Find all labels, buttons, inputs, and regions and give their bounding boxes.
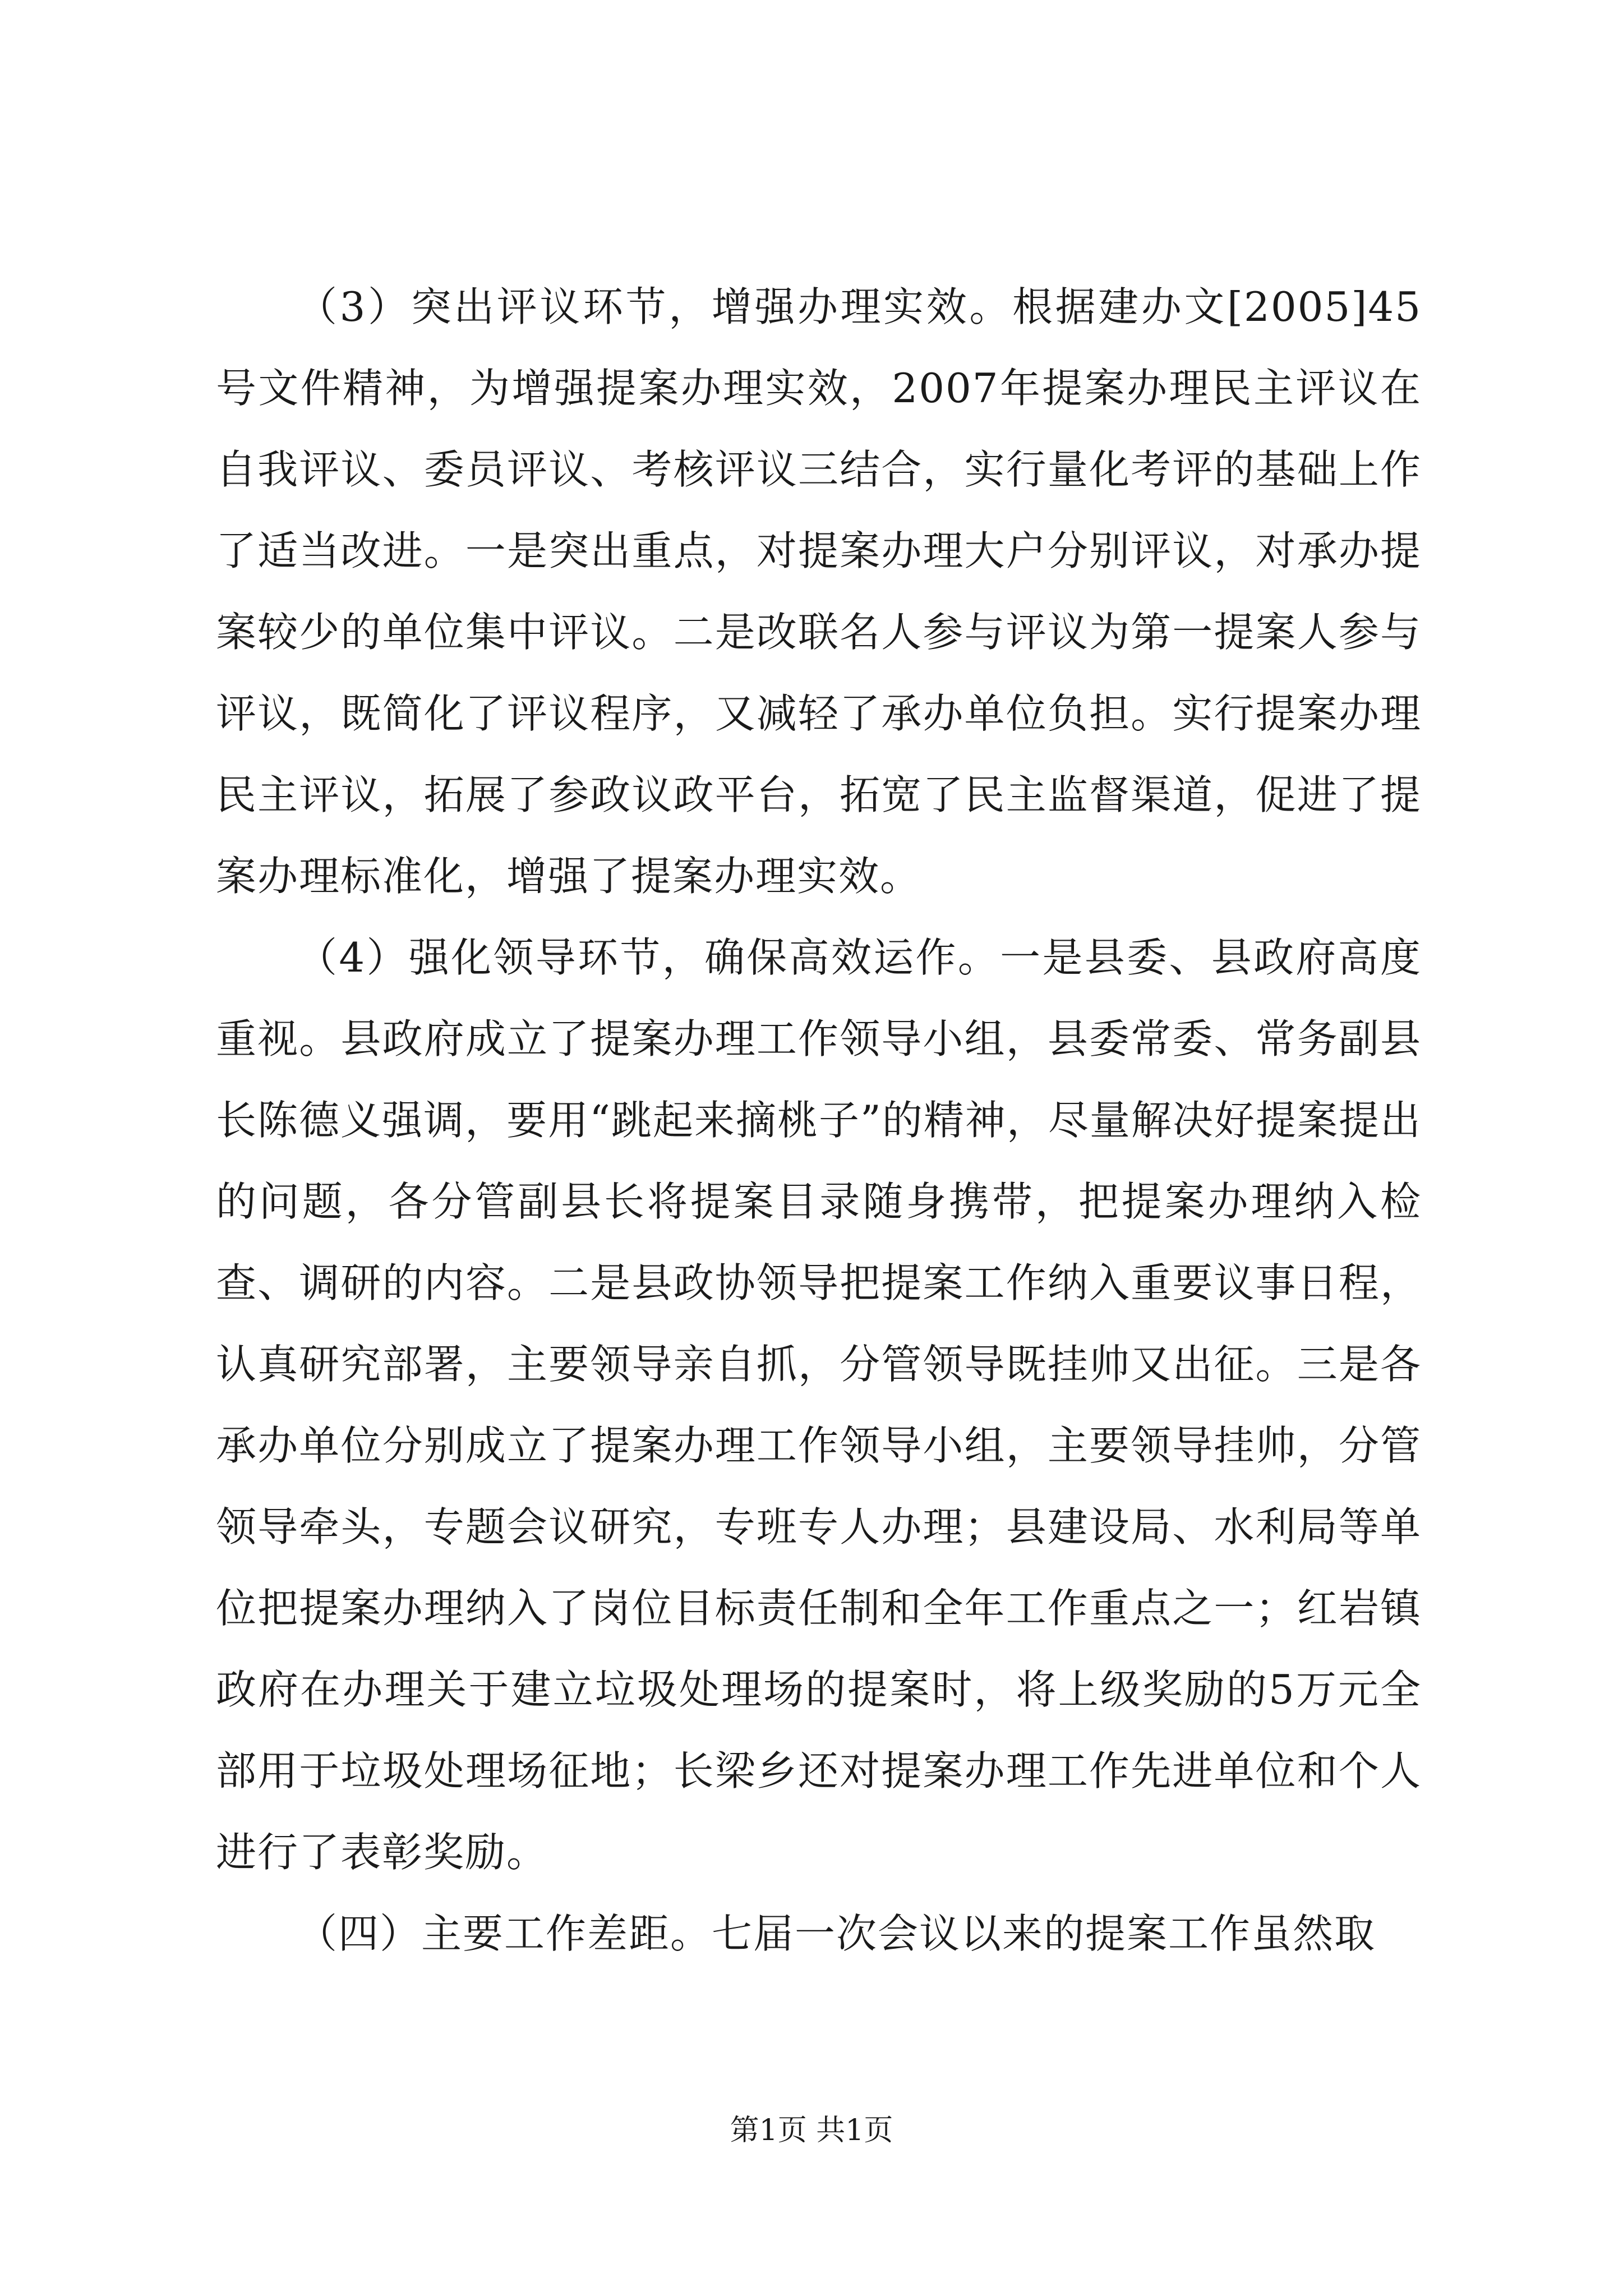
paragraph-gaps: （四）主要工作差距。七届一次会议以来的提案工作虽然取 <box>297 1910 1376 1957</box>
page-footer: 第1页 共1页 <box>730 2114 893 2147</box>
paragraph-evaluation: （3）突出评议环节，增强办理实效。根据建办文[2005]45号文件精神，为增强提案办理实效，2007年提案办理民主评议在自我评议、委员评议、考核评议三结合，实行量化考评的基础上作了适当改进。一是突出重点，对提案办理大户分别评议，对承办提案较少的单位集中评议。二是改联名人参与评议为第一提案人参与评议，既简化了评议程序，又减轻了承办单位负担。实行提案办理民主评议，拓展了参政议政平台，拓宽了民主监督渠道，促进了提案办理标准化，增强了提案办理实效。 <box>216 283 1422 900</box>
paragraph-leadership: （4）强化领导环节，确保高效运作。一是县委、县政府高度重视。县政府成立了提案办理工作领导小组，县委常委、常务副县长陈德义强调，要用“跳起来摘桃子”的精神，尽量解决好提案提出的问题，各分管副县长将提案目录随身携带，把提案办理纳入检查、调研的内容。二是县政协领导把提案工作纳入重要议事日程，认真研究部署，主要领导亲自抓，分管领导既挂帅又出征。三是各承办单位分别成立了提案办理工作领导小组，主要领导挂帅，分管领导牵头，专题会议研究，专班专人办理；县建设局、水利局等单位把提案办理纳入了岗位目标责任制和全年工作重点之一；红岩镇政府在办理关于建立垃圾处理场的提案时，将上级奖励的5万元全部用于垃圾处理场征地；长梁乡还对提案办理工作先进单位和个人进行了表彰奖励。 <box>216 934 1422 1876</box>
document-body <box>216 266 1422 1975</box>
